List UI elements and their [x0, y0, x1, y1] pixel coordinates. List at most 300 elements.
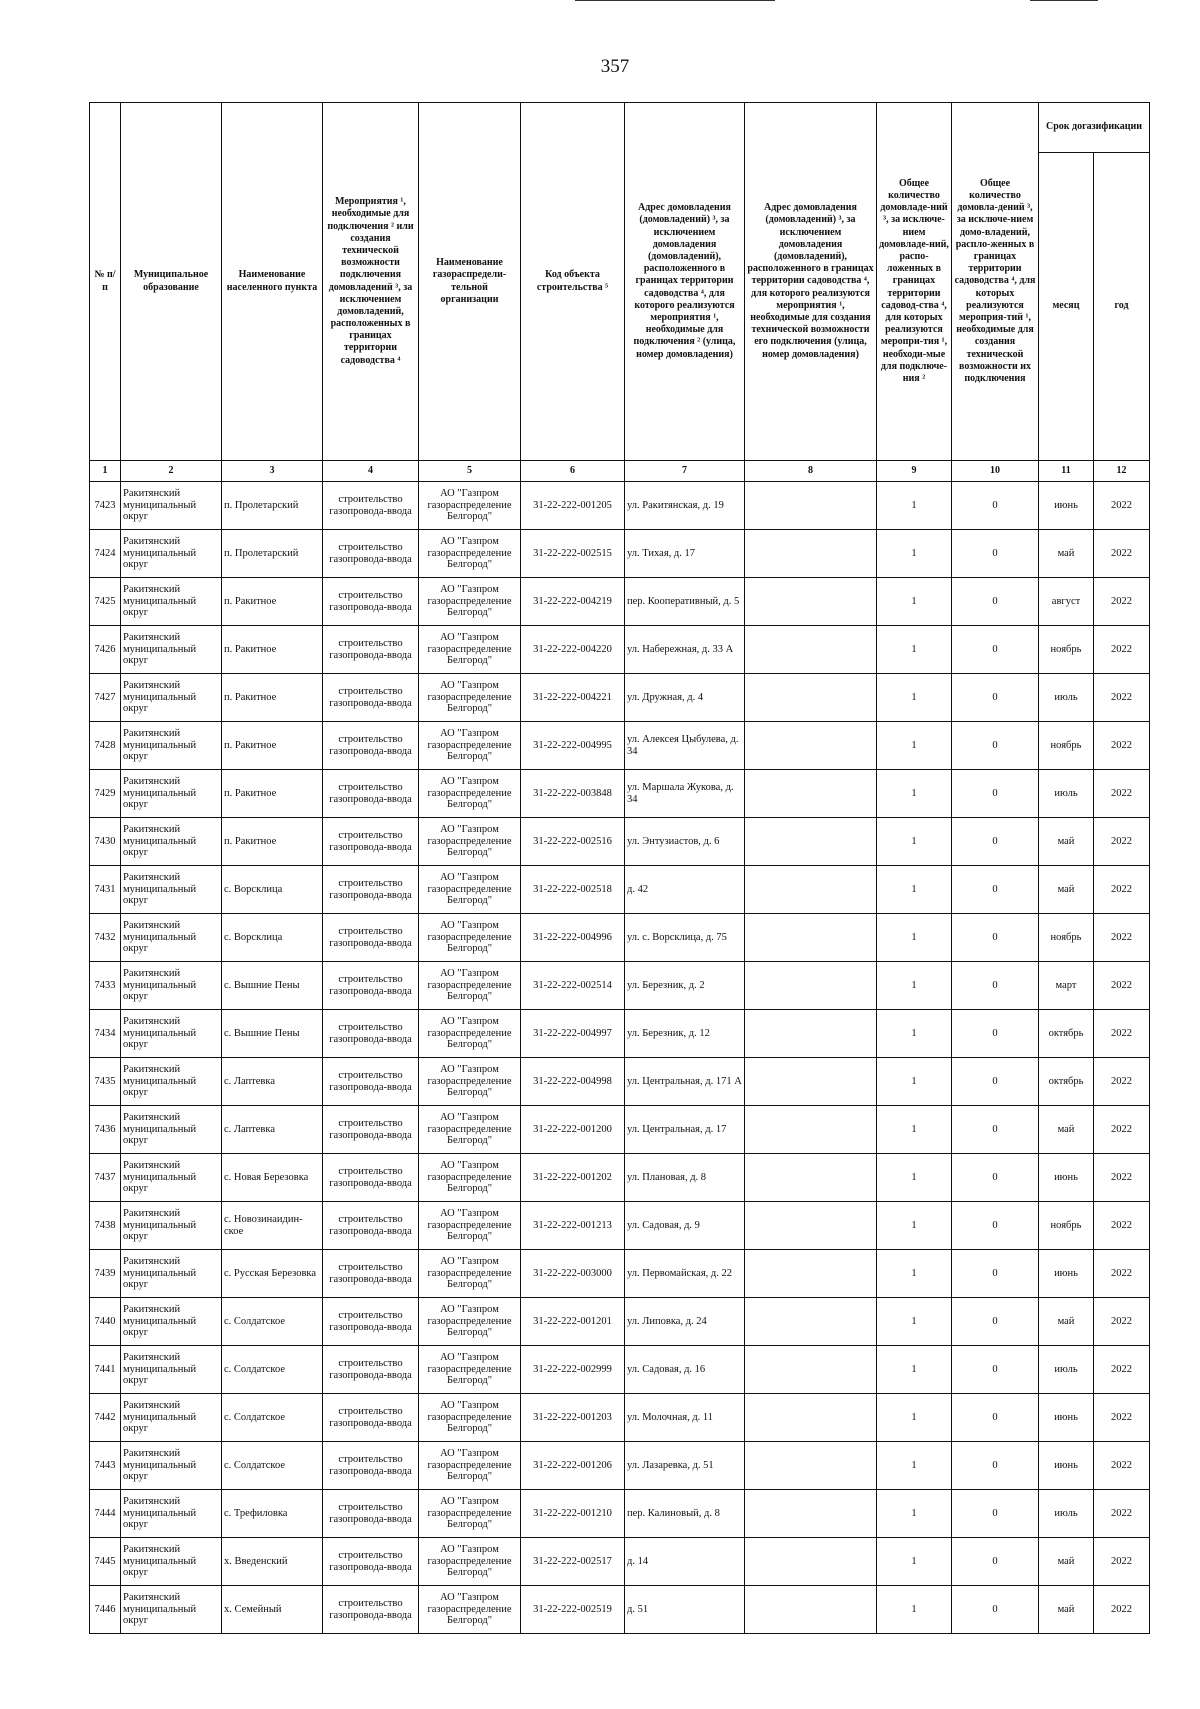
address-technical-cell [745, 1106, 877, 1154]
row-number: 7439 [90, 1250, 121, 1298]
event-cell: строительство газопровода-ввода [323, 578, 419, 626]
address-cell: ул. Липовка, д. 24 [625, 1298, 745, 1346]
header-year: год [1094, 153, 1150, 461]
table-row [90, 866, 1150, 914]
count-connection-cell: 1 [877, 1586, 952, 1634]
count-connection-cell: 1 [877, 1250, 952, 1298]
month-cell: октябрь [1039, 1010, 1094, 1058]
settlement-cell: с. Ворсклица [222, 914, 323, 962]
table-row [90, 818, 1150, 866]
count-connection-cell: 1 [877, 1394, 952, 1442]
event-cell: строительство газопровода-ввода [323, 674, 419, 722]
column-number: 7 [625, 461, 745, 482]
year-cell: 2022 [1094, 626, 1150, 674]
event-cell: строительство газопровода-ввода [323, 482, 419, 530]
address-cell: ул. Ракитянская, д. 19 [625, 482, 745, 530]
organization-cell: АО "Газпром газораспределение Белгород" [419, 1442, 521, 1490]
count-technical-cell: 0 [952, 626, 1039, 674]
organization-cell: АО "Газпром газораспределение Белгород" [419, 962, 521, 1010]
header-count-technical: Общее количество домовла-дений ³, за исключе-нием домо-владений, распло-женных в границах территории садоводства ⁴, для которых реализуются мероприя-тий ¹, необходимые для создания технической возможности их подключения [952, 103, 1039, 461]
count-technical-cell: 0 [952, 1250, 1039, 1298]
municipality-cell: Ракитянский муниципальный округ [121, 866, 222, 914]
month-cell: май [1039, 818, 1094, 866]
object-code-cell: 31-22-222-004998 [521, 1058, 625, 1106]
event-cell: строительство газопровода-ввода [323, 1202, 419, 1250]
month-cell: июнь [1039, 1394, 1094, 1442]
address-technical-cell [745, 914, 877, 962]
count-connection-cell: 1 [877, 674, 952, 722]
municipality-cell: Ракитянский муниципальный округ [121, 1106, 222, 1154]
count-connection-cell: 1 [877, 1010, 952, 1058]
count-technical-cell: 0 [952, 1538, 1039, 1586]
address-technical-cell [745, 1298, 877, 1346]
year-cell: 2022 [1094, 1490, 1150, 1538]
table-row [90, 962, 1150, 1010]
organization-cell: АО "Газпром газораспределение Белгород" [419, 1394, 521, 1442]
settlement-cell: с. Трефиловка [222, 1490, 323, 1538]
year-cell: 2022 [1094, 1202, 1150, 1250]
row-number: 7430 [90, 818, 121, 866]
table-row [90, 914, 1150, 962]
year-cell: 2022 [1094, 674, 1150, 722]
address-cell: ул. Маршала Жукова, д. 34 [625, 770, 745, 818]
object-code-cell: 31-22-222-001210 [521, 1490, 625, 1538]
organization-cell: АО "Газпром газораспределение Белгород" [419, 1490, 521, 1538]
year-cell: 2022 [1094, 818, 1150, 866]
address-cell: ул. Лазаревка, д. 51 [625, 1442, 745, 1490]
count-connection-cell: 1 [877, 1538, 952, 1586]
header-month: месяц [1039, 153, 1094, 461]
address-cell: ул. Тихая, д. 17 [625, 530, 745, 578]
event-cell: строительство газопровода-ввода [323, 914, 419, 962]
event-cell: строительство газопровода-ввода [323, 1058, 419, 1106]
year-cell: 2022 [1094, 1058, 1150, 1106]
count-connection-cell: 1 [877, 1490, 952, 1538]
count-technical-cell: 0 [952, 1202, 1039, 1250]
row-number: 7437 [90, 1154, 121, 1202]
table-row [90, 1010, 1150, 1058]
count-technical-cell: 0 [952, 674, 1039, 722]
event-cell: строительство газопровода-ввода [323, 770, 419, 818]
organization-cell: АО "Газпром газораспределение Белгород" [419, 770, 521, 818]
address-cell: ул. Дружная, д. 4 [625, 674, 745, 722]
address-technical-cell [745, 818, 877, 866]
settlement-cell: п. Пролетарский [222, 530, 323, 578]
table-row [90, 1202, 1150, 1250]
table-row [90, 1538, 1150, 1586]
settlement-cell: с. Вышние Пены [222, 962, 323, 1010]
address-technical-cell [745, 1586, 877, 1634]
count-connection-cell: 1 [877, 1106, 952, 1154]
organization-cell: АО "Газпром газораспределение Белгород" [419, 1538, 521, 1586]
row-number: 7446 [90, 1586, 121, 1634]
row-number: 7425 [90, 578, 121, 626]
count-technical-cell: 0 [952, 1586, 1039, 1634]
table-row [90, 770, 1150, 818]
object-code-cell: 31-22-222-004221 [521, 674, 625, 722]
organization-cell: АО "Газпром газораспределение Белгород" [419, 1202, 521, 1250]
column-number: 1 [90, 461, 121, 482]
settlement-cell: п. Ракитное [222, 722, 323, 770]
event-cell: строительство газопровода-ввода [323, 1010, 419, 1058]
municipality-cell: Ракитянский муниципальный округ [121, 962, 222, 1010]
settlement-cell: п. Ракитное [222, 578, 323, 626]
address-technical-cell [745, 1442, 877, 1490]
event-cell: строительство газопровода-ввода [323, 1106, 419, 1154]
municipality-cell: Ракитянский муниципальный округ [121, 1010, 222, 1058]
address-technical-cell [745, 770, 877, 818]
address-cell: ул. Энтузиастов, д. 6 [625, 818, 745, 866]
row-number: 7440 [90, 1298, 121, 1346]
count-connection-cell: 1 [877, 962, 952, 1010]
settlement-cell: с. Вышние Пены [222, 1010, 323, 1058]
object-code-cell: 31-22-222-002516 [521, 818, 625, 866]
column-number: 12 [1094, 461, 1150, 482]
header-gasification-deadline: Срок догазификации [1039, 103, 1150, 153]
header-settlement: Наименование населенного пункта [222, 103, 323, 461]
table-row [90, 530, 1150, 578]
row-number: 7434 [90, 1010, 121, 1058]
year-cell: 2022 [1094, 722, 1150, 770]
address-cell: д. 51 [625, 1586, 745, 1634]
object-code-cell: 31-22-222-002515 [521, 530, 625, 578]
municipality-cell: Ракитянский муниципальный округ [121, 1250, 222, 1298]
event-cell: строительство газопровода-ввода [323, 626, 419, 674]
settlement-cell: п. Ракитное [222, 674, 323, 722]
address-cell: пер. Кооперативный, д. 5 [625, 578, 745, 626]
address-technical-cell [745, 1490, 877, 1538]
table-row [90, 1346, 1150, 1394]
column-number: 8 [745, 461, 877, 482]
event-cell: строительство газопровода-ввода [323, 1586, 419, 1634]
settlement-cell: п. Ракитное [222, 818, 323, 866]
count-technical-cell: 0 [952, 1394, 1039, 1442]
column-number: 2 [121, 461, 222, 482]
header-number: № п/п [90, 103, 121, 461]
top-rule-right [1030, 0, 1098, 1]
municipality-cell: Ракитянский муниципальный округ [121, 818, 222, 866]
event-cell: строительство газопровода-ввода [323, 1250, 419, 1298]
column-number: 10 [952, 461, 1039, 482]
municipality-cell: Ракитянский муниципальный округ [121, 482, 222, 530]
column-number-row [90, 461, 1150, 482]
count-technical-cell: 0 [952, 1490, 1039, 1538]
object-code-cell: 31-22-222-001213 [521, 1202, 625, 1250]
event-cell: строительство газопровода-ввода [323, 1154, 419, 1202]
count-connection-cell: 1 [877, 1202, 952, 1250]
count-technical-cell: 0 [952, 1058, 1039, 1106]
object-code-cell: 31-22-222-001206 [521, 1442, 625, 1490]
count-technical-cell: 0 [952, 530, 1039, 578]
column-number: 9 [877, 461, 952, 482]
row-number: 7429 [90, 770, 121, 818]
municipality-cell: Ракитянский муниципальный округ [121, 914, 222, 962]
address-cell: ул. Березник, д. 12 [625, 1010, 745, 1058]
count-connection-cell: 1 [877, 914, 952, 962]
count-technical-cell: 0 [952, 482, 1039, 530]
organization-cell: АО "Газпром газораспределение Белгород" [419, 1154, 521, 1202]
month-cell: март [1039, 962, 1094, 1010]
object-code-cell: 31-22-222-001201 [521, 1298, 625, 1346]
month-cell: май [1039, 1538, 1094, 1586]
row-number: 7443 [90, 1442, 121, 1490]
event-cell: строительство газопровода-ввода [323, 1490, 419, 1538]
year-cell: 2022 [1094, 482, 1150, 530]
organization-cell: АО "Газпром газораспределение Белгород" [419, 722, 521, 770]
organization-cell: АО "Газпром газораспределение Белгород" [419, 626, 521, 674]
row-number: 7424 [90, 530, 121, 578]
row-number: 7428 [90, 722, 121, 770]
address-technical-cell [745, 530, 877, 578]
object-code-cell: 31-22-222-004997 [521, 1010, 625, 1058]
municipality-cell: Ракитянский муниципальный округ [121, 1586, 222, 1634]
header-address-technical: Адрес домовладения (домовладений) ³, за исключением домовладения (домовладений), расположенного в границах территории садоводства ⁴, для которого реализуются мероприятия ¹, необходимые для создания технической возможности его подключения (улица, номер домовладения) [745, 103, 877, 461]
organization-cell: АО "Газпром газораспределение Белгород" [419, 1298, 521, 1346]
header-object-code: Код объекта строительства ⁵ [521, 103, 625, 461]
municipality-cell: Ракитянский муниципальный округ [121, 770, 222, 818]
row-number: 7435 [90, 1058, 121, 1106]
address-technical-cell [745, 626, 877, 674]
year-cell: 2022 [1094, 1154, 1150, 1202]
month-cell: июнь [1039, 1250, 1094, 1298]
organization-cell: АО "Газпром газораспределение Белгород" [419, 1058, 521, 1106]
municipality-cell: Ракитянский муниципальный округ [121, 530, 222, 578]
address-cell: д. 42 [625, 866, 745, 914]
table-row [90, 722, 1150, 770]
year-cell: 2022 [1094, 1250, 1150, 1298]
municipality-cell: Ракитянский муниципальный округ [121, 1346, 222, 1394]
table-row [90, 1490, 1150, 1538]
organization-cell: АО "Газпром газораспределение Белгород" [419, 1010, 521, 1058]
table-row [90, 578, 1150, 626]
table-row [90, 1442, 1150, 1490]
settlement-cell: с. Солдатское [222, 1298, 323, 1346]
column-number: 11 [1039, 461, 1094, 482]
settlement-cell: с. Солдатское [222, 1442, 323, 1490]
municipality-cell: Ракитянский муниципальный округ [121, 1442, 222, 1490]
table-row [90, 1586, 1150, 1634]
address-cell: ул. Березник, д. 2 [625, 962, 745, 1010]
event-cell: строительство газопровода-ввода [323, 722, 419, 770]
month-cell: июнь [1039, 1442, 1094, 1490]
object-code-cell: 31-22-222-004220 [521, 626, 625, 674]
municipality-cell: Ракитянский муниципальный округ [121, 1154, 222, 1202]
count-technical-cell: 0 [952, 1298, 1039, 1346]
settlement-cell: х. Семейный [222, 1586, 323, 1634]
address-technical-cell [745, 1058, 877, 1106]
year-cell: 2022 [1094, 1538, 1150, 1586]
organization-cell: АО "Газпром газораспределение Белгород" [419, 482, 521, 530]
count-technical-cell: 0 [952, 1106, 1039, 1154]
event-cell: строительство газопровода-ввода [323, 962, 419, 1010]
municipality-cell: Ракитянский муниципальный округ [121, 1538, 222, 1586]
address-cell: ул. Центральная, д. 171 А [625, 1058, 745, 1106]
year-cell: 2022 [1094, 1442, 1150, 1490]
month-cell: май [1039, 1586, 1094, 1634]
object-code-cell: 31-22-222-002518 [521, 866, 625, 914]
month-cell: май [1039, 530, 1094, 578]
object-code-cell: 31-22-222-001200 [521, 1106, 625, 1154]
header-count-connection: Общее количество домовладе-ний ³, за исключе-нием домовладе-ний, распо-ложенных в границах территории садовод-ства ⁴, для которых реализуются меропри-тия ¹, необходи-мые для подключе-ния ² [877, 103, 952, 461]
year-cell: 2022 [1094, 1394, 1150, 1442]
year-cell: 2022 [1094, 1346, 1150, 1394]
count-connection-cell: 1 [877, 770, 952, 818]
count-connection-cell: 1 [877, 1058, 952, 1106]
event-cell: строительство газопровода-ввода [323, 1442, 419, 1490]
organization-cell: АО "Газпром газораспределение Белгород" [419, 1106, 521, 1154]
row-number: 7441 [90, 1346, 121, 1394]
month-cell: июль [1039, 1346, 1094, 1394]
table-row [90, 1250, 1150, 1298]
settlement-cell: п. Ракитное [222, 770, 323, 818]
month-cell: июль [1039, 1490, 1094, 1538]
month-cell: ноябрь [1039, 722, 1094, 770]
settlement-cell: с. Солдатское [222, 1394, 323, 1442]
organization-cell: АО "Газпром газораспределение Белгород" [419, 578, 521, 626]
month-cell: октябрь [1039, 1058, 1094, 1106]
event-cell: строительство газопровода-ввода [323, 1298, 419, 1346]
table-row [90, 1298, 1150, 1346]
address-cell: ул. с. Ворсклица, д. 75 [625, 914, 745, 962]
count-technical-cell: 0 [952, 722, 1039, 770]
header-address-connection: Адрес домовладения (домовладений) ³, за исключением домовладения (домовладений), расположенного в границах территории садоводства ⁴, для которого реализуются мероприятия ¹, необходимые для подключения ² (улица, номер домовладения) [625, 103, 745, 461]
month-cell: май [1039, 866, 1094, 914]
month-cell: июль [1039, 674, 1094, 722]
table-row [90, 626, 1150, 674]
row-number: 7438 [90, 1202, 121, 1250]
page-number: 357 [600, 56, 630, 77]
count-technical-cell: 0 [952, 962, 1039, 1010]
count-technical-cell: 0 [952, 1154, 1039, 1202]
address-technical-cell [745, 1250, 877, 1298]
table-row [90, 1394, 1150, 1442]
address-technical-cell [745, 962, 877, 1010]
year-cell: 2022 [1094, 578, 1150, 626]
header-municipality: Муниципальное образование [121, 103, 222, 461]
address-technical-cell [745, 674, 877, 722]
municipality-cell: Ракитянский муниципальный округ [121, 1202, 222, 1250]
year-cell: 2022 [1094, 914, 1150, 962]
address-cell: пер. Калиновый, д. 8 [625, 1490, 745, 1538]
header-events: Мероприятия ¹, необходимые для подключения ² или создания технической возможности подключения домовладений ³, за исключением домовладений, расположенных в границах территории садоводства ⁴ [323, 103, 419, 461]
table-row [90, 1058, 1150, 1106]
settlement-cell: п. Ракитное [222, 626, 323, 674]
count-connection-cell: 1 [877, 1346, 952, 1394]
row-number: 7433 [90, 962, 121, 1010]
address-cell: ул. Набережная, д. 33 А [625, 626, 745, 674]
year-cell: 2022 [1094, 530, 1150, 578]
count-technical-cell: 0 [952, 1346, 1039, 1394]
top-rule-left [575, 0, 775, 1]
count-connection-cell: 1 [877, 1442, 952, 1490]
event-cell: строительство газопровода-ввода [323, 530, 419, 578]
year-cell: 2022 [1094, 1298, 1150, 1346]
address-cell: ул. Первомайская, д. 22 [625, 1250, 745, 1298]
month-cell: июль [1039, 770, 1094, 818]
address-cell: ул. Молочная, д. 11 [625, 1394, 745, 1442]
row-number: 7432 [90, 914, 121, 962]
count-technical-cell: 0 [952, 914, 1039, 962]
month-cell: ноябрь [1039, 626, 1094, 674]
object-code-cell: 31-22-222-001205 [521, 482, 625, 530]
address-cell: ул. Центральная, д. 17 [625, 1106, 745, 1154]
address-technical-cell [745, 1538, 877, 1586]
object-code-cell: 31-22-222-002514 [521, 962, 625, 1010]
row-number: 7442 [90, 1394, 121, 1442]
organization-cell: АО "Газпром газораспределение Белгород" [419, 1346, 521, 1394]
organization-cell: АО "Газпром газораспределение Белгород" [419, 1586, 521, 1634]
month-cell: ноябрь [1039, 1202, 1094, 1250]
count-technical-cell: 0 [952, 818, 1039, 866]
municipality-cell: Ракитянский муниципальный округ [121, 674, 222, 722]
column-number: 3 [222, 461, 323, 482]
event-cell: строительство газопровода-ввода [323, 1538, 419, 1586]
row-number: 7445 [90, 1538, 121, 1586]
count-connection-cell: 1 [877, 722, 952, 770]
address-technical-cell [745, 866, 877, 914]
month-cell: май [1039, 1298, 1094, 1346]
count-technical-cell: 0 [952, 770, 1039, 818]
table-row [90, 482, 1150, 530]
settlement-cell: с. Русская Березовка [222, 1250, 323, 1298]
object-code-cell: 31-22-222-003000 [521, 1250, 625, 1298]
count-technical-cell: 0 [952, 1010, 1039, 1058]
count-connection-cell: 1 [877, 578, 952, 626]
header-gas-organization: Наименование газораспредели-тельной организации [419, 103, 521, 461]
organization-cell: АО "Газпром газораспределение Белгород" [419, 818, 521, 866]
month-cell: июнь [1039, 1154, 1094, 1202]
month-cell: май [1039, 1106, 1094, 1154]
year-cell: 2022 [1094, 1010, 1150, 1058]
organization-cell: АО "Газпром газораспределение Белгород" [419, 914, 521, 962]
row-number: 7423 [90, 482, 121, 530]
address-cell: д. 14 [625, 1538, 745, 1586]
settlement-cell: х. Введенский [222, 1538, 323, 1586]
row-number: 7426 [90, 626, 121, 674]
municipality-cell: Ракитянский муниципальный округ [121, 626, 222, 674]
count-connection-cell: 1 [877, 1154, 952, 1202]
month-cell: июнь [1039, 482, 1094, 530]
object-code-cell: 31-22-222-002999 [521, 1346, 625, 1394]
object-code-cell: 31-22-222-002517 [521, 1538, 625, 1586]
settlement-cell: с. Солдатское [222, 1346, 323, 1394]
column-number: 6 [521, 461, 625, 482]
address-technical-cell [745, 1010, 877, 1058]
event-cell: строительство газопровода-ввода [323, 818, 419, 866]
count-connection-cell: 1 [877, 482, 952, 530]
row-number: 7431 [90, 866, 121, 914]
month-cell: ноябрь [1039, 914, 1094, 962]
address-technical-cell [745, 722, 877, 770]
settlement-cell: с. Лаптевка [222, 1058, 323, 1106]
event-cell: строительство газопровода-ввода [323, 1346, 419, 1394]
count-connection-cell: 1 [877, 866, 952, 914]
object-code-cell: 31-22-222-001203 [521, 1394, 625, 1442]
table-row [90, 1106, 1150, 1154]
row-number: 7436 [90, 1106, 121, 1154]
address-cell: ул. Плановая, д. 8 [625, 1154, 745, 1202]
object-code-cell: 31-22-222-004996 [521, 914, 625, 962]
row-number: 7444 [90, 1490, 121, 1538]
address-technical-cell [745, 1346, 877, 1394]
column-number: 5 [419, 461, 521, 482]
count-connection-cell: 1 [877, 1298, 952, 1346]
address-cell: ул. Алексея Цыбулева, д. 34 [625, 722, 745, 770]
column-number: 4 [323, 461, 419, 482]
settlement-cell: с. Новозинаидин-ское [222, 1202, 323, 1250]
municipality-cell: Ракитянский муниципальный округ [121, 1298, 222, 1346]
year-cell: 2022 [1094, 866, 1150, 914]
